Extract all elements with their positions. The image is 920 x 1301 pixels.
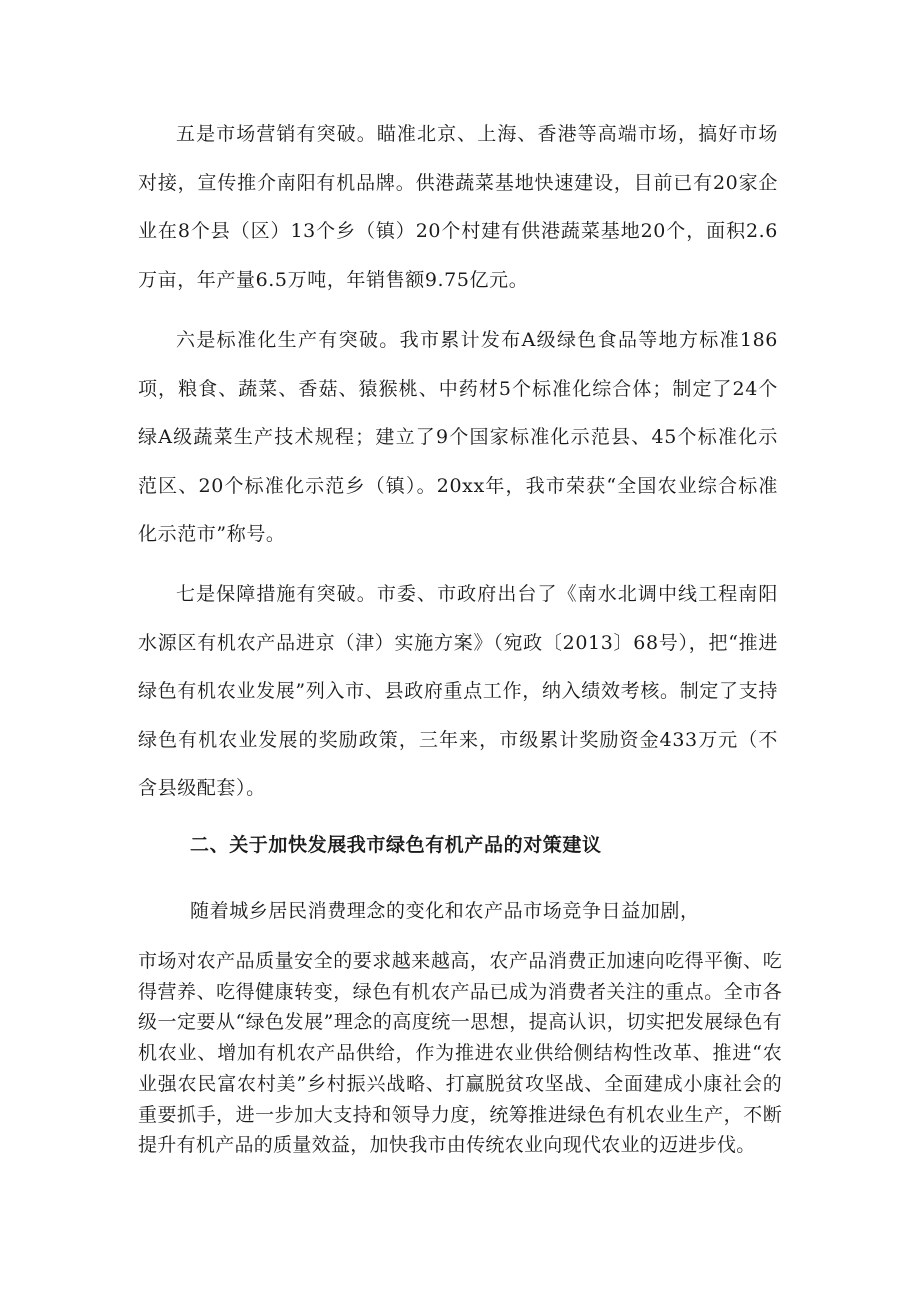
lead-line: 随着城乡居民消费理念的变化和农产品市场竞争日益加剧，: [190, 900, 700, 922]
paragraph-standardized-production: 六是标准化生产有突破。我市累计发布A级绿色食品等地方标准186项，粮食、蔬菜、香菇、猿猴桃、中药材5个标准化综合体；制定了24个绿A级蔬菜生产技术规程；建立了9个国家标准化示范县、45个标准化示范区、20个标准化示范乡（镇）。20xx年，我市荣获“全国农业综合标准化示范市”称号。: [138, 329, 778, 545]
section-heading: 二、关于加快发展我市绿色有机产品的对策建议: [190, 834, 602, 856]
paragraph-market-marketing: 五是市场营销有突破。瞄准北京、上海、香港等高端市场，搞好市场对接，宣传推介南阳有机品牌。供港蔬菜基地快速建设，目前已有20家企业在8个县（区）13个乡（镇）20个村建有供港蔬菜基地20个，面积2.6万亩，年产量6.5万吨，年销售额9.75亿元。: [138, 123, 778, 291]
paragraph-safeguard-measures: 七是保障措施有突破。市委、市政府出台了《南水北调中线工程南阳水源区有机农产品进京（津）实施方案》（宛政〔2013〕68号），把“推进绿色有机农业发展”列入市、县政府重点工作，纳入绩效考核。制定了支持绿色有机农业发展的奖励政策，三年来，市级累计奖励资金433万元（不含县级配套）。: [138, 583, 778, 799]
paragraph-countermeasures: 市场对农产品质量安全的要求越来越高，农产品消费正加速向吃得平衡、吃得营养、吃得健康转变，绿色有机农产品已成为消费者关注的重点。全市各级一定要从“绿色发展”理念的高度统一思想，提高认识，切实把发展绿色有机农业、增加有机农产品供给，作为推进农业供给侧结构性改革、推进“农业强农民富农村美”乡村振兴战略、打赢脱贫攻坚战、全面建成小康社会的重要抓手，进一步加大支持和领导力度，统筹推进绿色有机农业生产，不断提升有机产品的质量效益，加快我市由传统农业向现代农业的迈进步伐。: [138, 950, 782, 1157]
